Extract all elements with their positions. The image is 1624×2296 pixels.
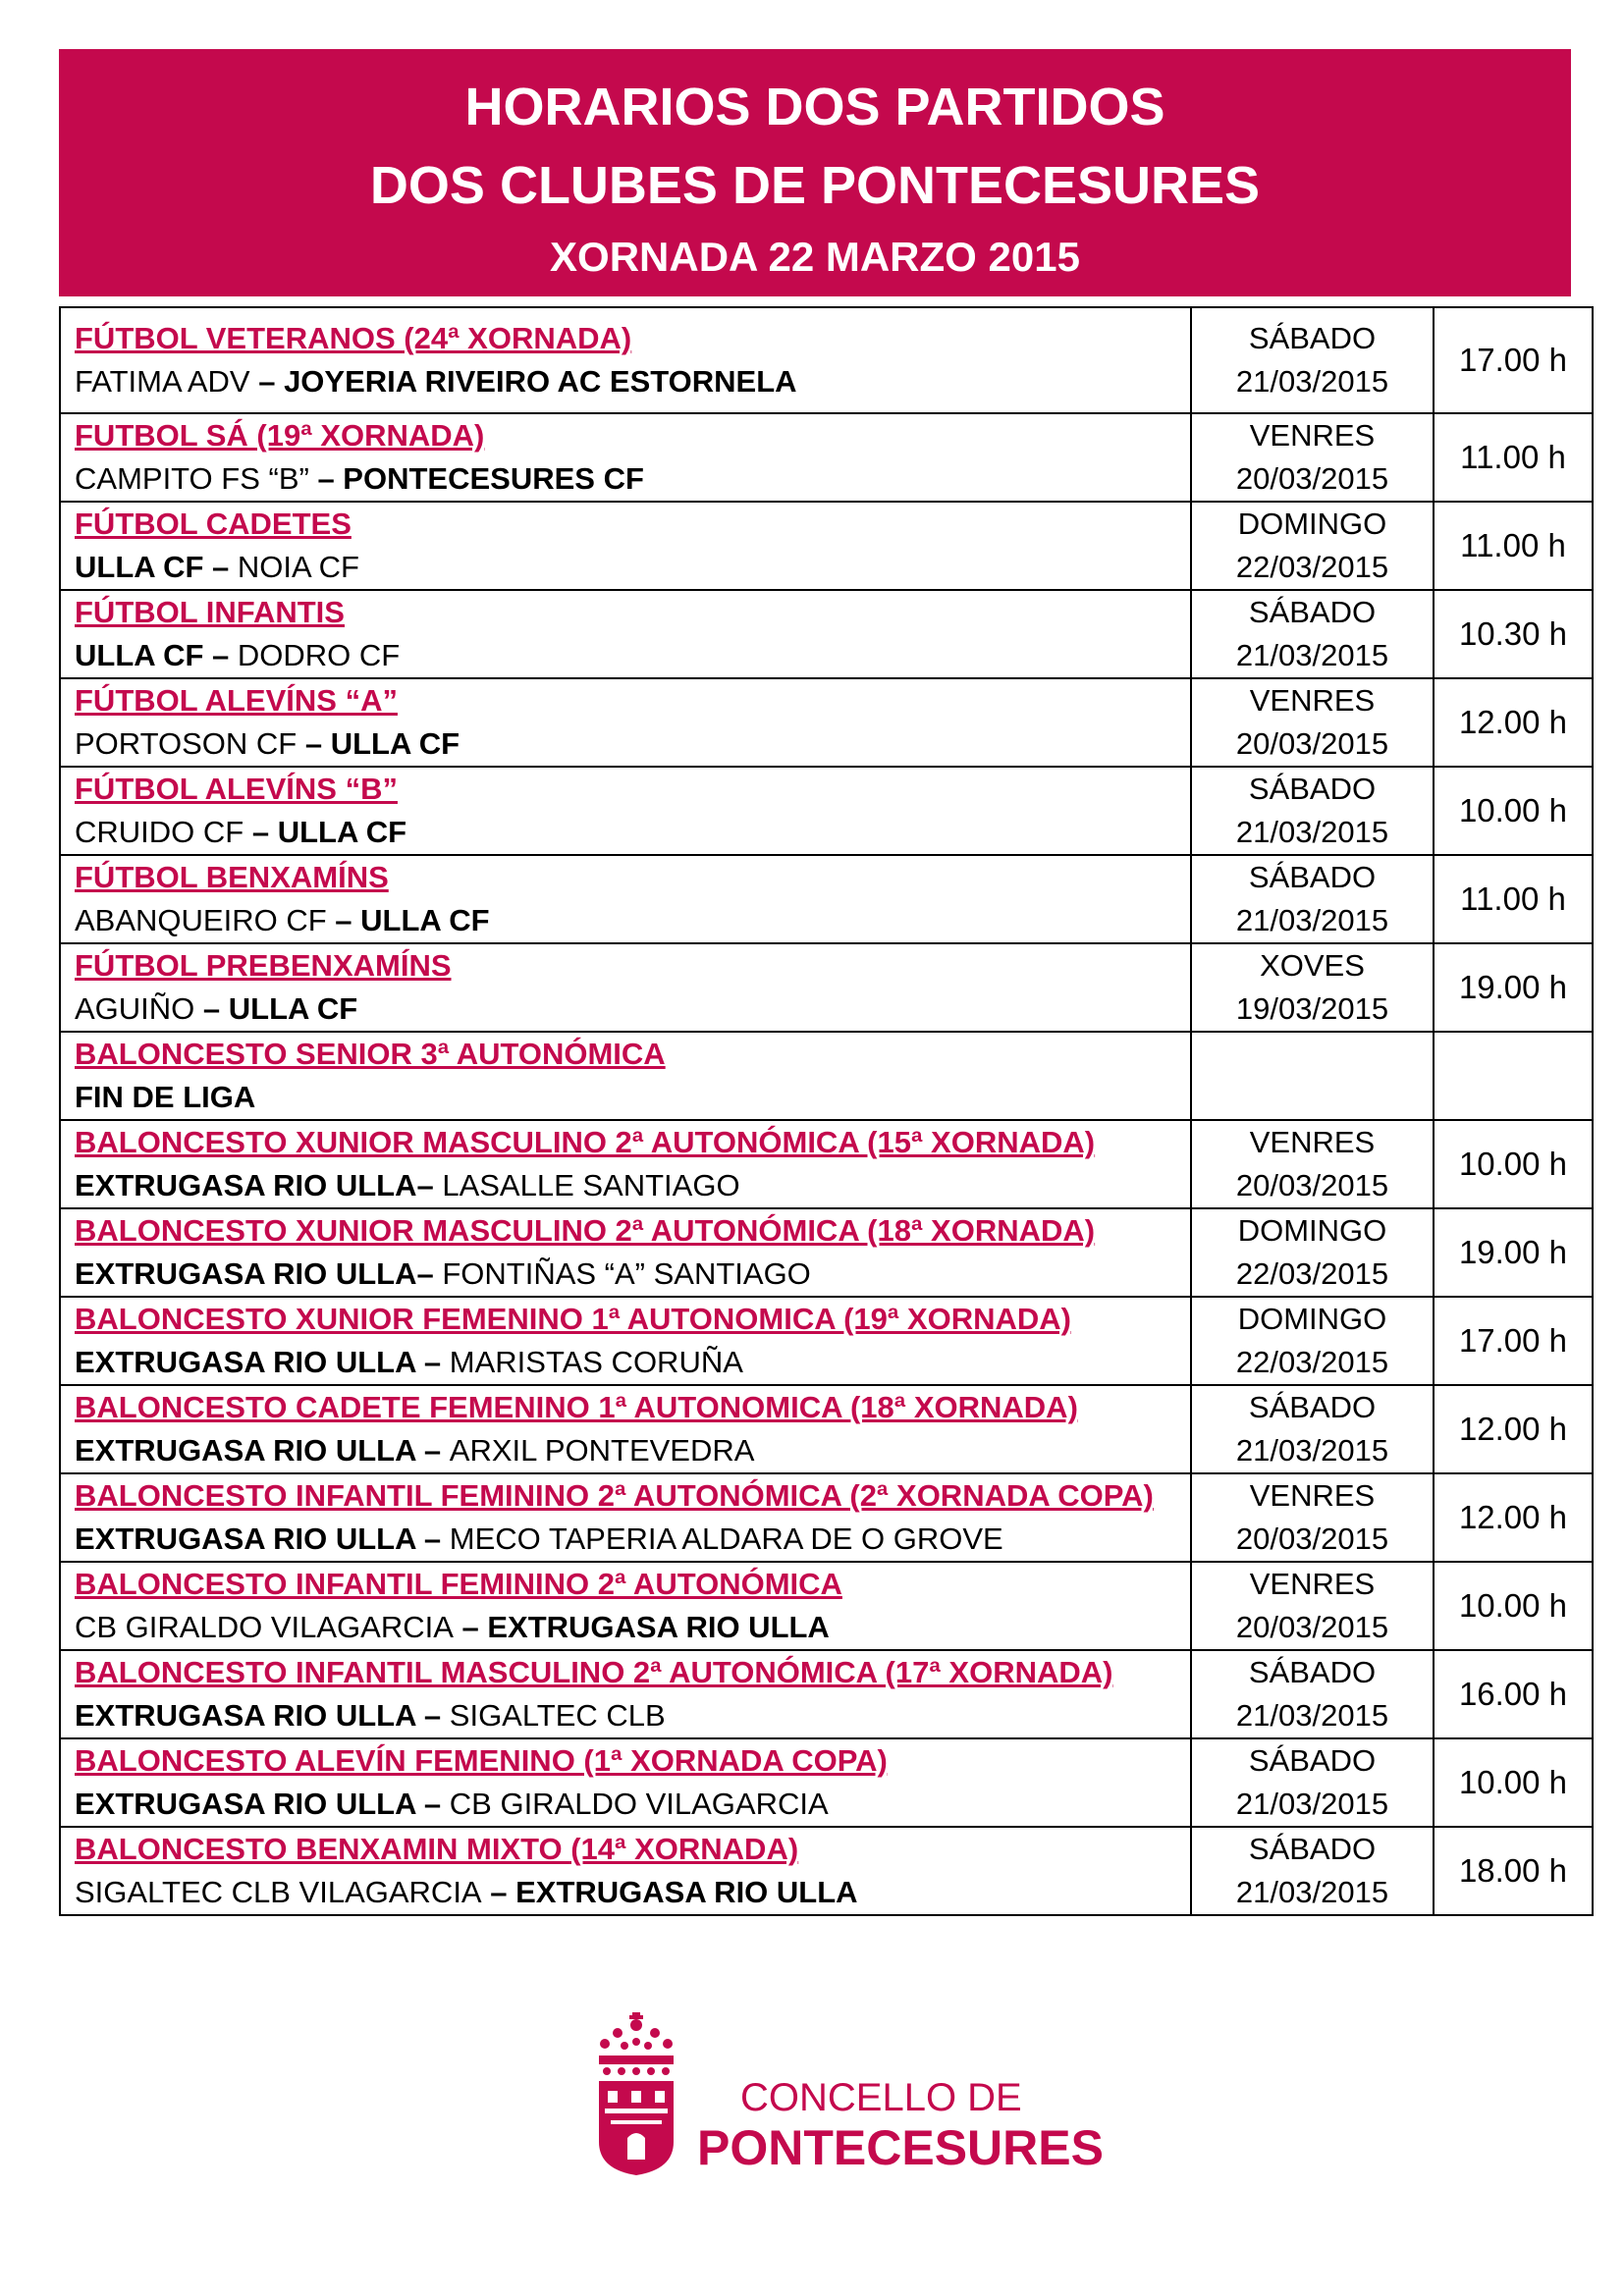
match-cell [60,590,1191,678]
team-b: CB GIRALDO VILAGARCIA [449,1787,829,1821]
table-row [60,307,1593,413]
team-a: AGUIÑO [75,991,195,1026]
match-time: 19.00 h [1434,943,1593,1032]
match-time: 12.00 h [1434,678,1593,767]
competition-link[interactable]: BALONCESTO CADETE FEMENINO 1ª AUTONOMICA (18ª XORNADA) [75,1390,1078,1424]
team-separator: – [415,1787,450,1821]
competition-link[interactable]: BALONCESTO XUNIOR FEMENINO 1ª AUTONOMICA (19ª XORNADA) [75,1302,1072,1336]
match-cell [60,1562,1191,1650]
competition-link[interactable]: FÚTBOL INFANTIS [75,595,345,629]
competition-link[interactable]: BALONCESTO XUNIOR MASCULINO 2ª AUTONÓMICA (18ª XORNADA) [75,1213,1096,1248]
team-a: FATIMA ADV [75,364,250,399]
table-row [60,855,1593,943]
match-cell [60,678,1191,767]
match-date: 19/03/2015 [1235,991,1389,1026]
header-banner [59,49,1571,296]
match-weekday: SÁBADO [1248,1743,1377,1778]
team-a: EXTRUGASA RIO ULLA [75,1433,416,1468]
page-subtitle: XORNADA 22 MARZO 2015 [550,234,1080,280]
team-a: EXTRUGASA RIO ULLA [75,1256,417,1291]
match-weekday: VENRES [1249,1125,1376,1159]
teams-line [75,1076,1190,1119]
teams-line [75,457,1190,501]
day-cell [1191,855,1434,943]
day-cell [1191,1297,1434,1385]
team-a: CRUIDO CF [75,815,244,849]
day-cell [1191,307,1434,413]
competition-link[interactable]: BALONCESTO ALEVÍN FEMENINO (1ª XORNADA COPA) [75,1743,888,1778]
team-a: EXTRUGASA RIO ULLA [75,1698,416,1733]
match-cell [60,1297,1191,1385]
team-b: LASALLE SANTIAGO [442,1168,740,1202]
match-time: 17.00 h [1434,1297,1593,1385]
match-date: 21/03/2015 [1235,1875,1389,1909]
match-weekday: VENRES [1249,683,1376,718]
day-cell [1191,1385,1434,1473]
match-date: 21/03/2015 [1235,1698,1389,1733]
match-cell [60,502,1191,590]
day-cell [1191,1738,1434,1827]
team-a: ULLA CF [75,638,204,672]
table-row [60,1562,1593,1650]
table-row [60,1827,1593,1915]
team-b: NOIA CF [237,550,359,584]
match-cell [60,1650,1191,1738]
match-weekday: DOMINGO [1237,1302,1387,1336]
match-time: 16.00 h [1434,1650,1593,1738]
concello-logo [595,2012,1104,2179]
team-separator: – [415,1345,450,1379]
day-cell [1191,502,1434,590]
table-row [60,943,1593,1032]
match-date: 21/03/2015 [1235,1787,1389,1821]
competition-link[interactable]: FUTBOL SÁ (19ª XORNADA) [75,418,485,453]
match-weekday: SÁBADO [1248,1655,1377,1689]
teams-line [75,1164,1190,1207]
team-separator: – [244,815,278,849]
teams-line [75,1783,1190,1826]
match-cell [60,1473,1191,1562]
team-a: ABANQUEIRO CF [75,903,327,937]
match-date: 22/03/2015 [1235,1256,1389,1291]
match-time: 19.00 h [1434,1208,1593,1297]
table-row [60,1738,1593,1827]
match-weekday: SÁBADO [1248,321,1377,355]
team-separator: – [416,1168,443,1202]
day-cell [1191,1650,1434,1738]
team-a: EXTRUGASA RIO ULLA [75,1168,417,1202]
match-date: 20/03/2015 [1235,1610,1389,1644]
match-cell [60,855,1191,943]
team-b: ULLA CF [277,815,407,849]
match-time: 17.00 h [1434,307,1593,413]
match-time: 10.00 h [1434,1562,1593,1650]
team-b: EXTRUGASA RIO ULLA [515,1875,858,1909]
competition-link[interactable]: BALONCESTO INFANTIL MASCULINO 2ª AUTONÓMICA (17ª XORNADA) [75,1655,1113,1689]
competition-link[interactable]: BALONCESTO BENXAMIN MIXTO (14ª XORNADA) [75,1832,799,1866]
crest-icon [595,2012,677,2175]
match-cell [60,767,1191,855]
match-date: 21/03/2015 [1235,364,1389,399]
team-separator: – [415,1698,450,1733]
competition-link[interactable]: FÚTBOL BENXAMÍNS [75,860,389,894]
teams-line [75,811,1190,854]
match-time: 10.00 h [1434,1120,1593,1208]
match-weekday: DOMINGO [1237,1213,1387,1248]
day-cell [1191,1032,1434,1120]
match-weekday: SÁBADO [1248,595,1377,629]
match-time: 10.00 h [1434,767,1593,855]
team-b: FONTIÑAS “A” SANTIAGO [442,1256,811,1291]
match-cell [60,1032,1191,1120]
team-b: MARISTAS CORUÑA [449,1345,743,1379]
match-cell [60,1738,1191,1827]
table-row [60,1650,1593,1738]
teams-line [75,1606,1190,1649]
match-time [1434,1032,1593,1120]
match-time: 11.00 h [1434,413,1593,502]
day-cell [1191,590,1434,678]
day-cell [1191,943,1434,1032]
teams-line [75,360,1190,403]
competition-link[interactable]: FÚTBOL ALEVÍNS “B” [75,772,398,806]
match-weekday: SÁBADO [1248,1832,1377,1866]
competition-link[interactable]: FÚTBOL CADETES [75,507,352,541]
team-separator: – [194,991,229,1026]
match-date: 21/03/2015 [1235,903,1389,937]
team-b: ULLA CF [228,991,358,1026]
team-a: PORTOSON CF [75,726,298,761]
match-date: 21/03/2015 [1235,638,1389,672]
team-a: SIGALTEC CLB VILAGARCIA [75,1875,482,1909]
competition-link[interactable]: FÚTBOL PREBENXAMÍNS [75,948,452,983]
page-title-line2: DOS CLUBES DE PONTECESURES [369,156,1261,215]
match-weekday: SÁBADO [1248,1390,1377,1424]
team-separator: – [415,1433,450,1468]
competition-link[interactable]: BALONCESTO INFANTIL FEMININO 2ª AUTONÓMICA (2ª XORNADA COPA) [75,1478,1154,1513]
team-separator: – [203,550,238,584]
team-b: ULLA CF [360,903,490,937]
team-separator: – [308,461,344,496]
match-cell [60,1827,1191,1915]
team-b: ULLA CF [330,726,460,761]
teams-line [75,1518,1190,1561]
page-title-line1: HORARIOS DOS PARTIDOS [464,78,1165,136]
competition-link[interactable]: BALONCESTO XUNIOR MASCULINO 2ª AUTONÓMICA (15ª XORNADA) [75,1125,1096,1159]
day-cell [1191,678,1434,767]
team-separator: – [249,364,285,399]
table-row [60,502,1593,590]
logo-line2: PONTECESURES [697,2120,1104,2175]
competition-link[interactable]: BALONCESTO SENIOR 3ª AUTONÓMICA [75,1037,666,1071]
teams-line [75,1253,1190,1296]
competition-link[interactable]: FÚTBOL ALEVÍNS “A” [75,683,398,718]
match-cell [60,1208,1191,1297]
table-row [60,1120,1593,1208]
team-b: DODRO CF [237,638,401,672]
match-weekday: VENRES [1249,418,1376,453]
match-cell [60,307,1191,413]
match-cell [60,1385,1191,1473]
team-b: ARXIL PONTEVEDRA [449,1433,755,1468]
day-cell [1191,1120,1434,1208]
match-cell [60,943,1191,1032]
day-cell [1191,1827,1434,1915]
team-a: FIN DE LIGA [75,1080,256,1114]
day-cell [1191,1562,1434,1650]
match-date: 20/03/2015 [1235,461,1389,496]
teams-line [75,899,1190,942]
match-time: 10.00 h [1434,1738,1593,1827]
match-date: 21/03/2015 [1235,1433,1389,1468]
table-row [60,1473,1593,1562]
table-row [60,1297,1593,1385]
match-weekday: VENRES [1249,1567,1376,1601]
schedule-table [59,306,1594,1916]
team-separator: – [415,1522,450,1556]
team-a: CAMPITO FS “B” [75,461,309,496]
table-row [60,1385,1593,1473]
day-cell [1191,767,1434,855]
match-time: 18.00 h [1434,1827,1593,1915]
match-date: 20/03/2015 [1235,1168,1389,1202]
team-separator: – [326,903,361,937]
team-a: EXTRUGASA RIO ULLA [75,1522,416,1556]
team-separator: – [297,726,331,761]
team-a: EXTRUGASA RIO ULLA [75,1345,416,1379]
teams-line [75,722,1190,766]
teams-line [75,1694,1190,1737]
match-time: 12.00 h [1434,1385,1593,1473]
teams-line [75,546,1190,589]
team-separator: – [481,1875,516,1909]
match-cell [60,1120,1191,1208]
team-b: JOYERIA RIVEIRO AC ESTORNELA [284,364,797,399]
team-separator: – [203,638,238,672]
team-separator: – [453,1610,488,1644]
match-weekday: XOVES [1260,948,1365,983]
table-row [60,413,1593,502]
match-weekday: VENRES [1249,1478,1376,1513]
match-weekday: SÁBADO [1248,772,1377,806]
team-a: EXTRUGASA RIO ULLA [75,1787,416,1821]
match-time: 11.00 h [1434,855,1593,943]
competition-link[interactable]: BALONCESTO INFANTIL FEMININO 2ª AUTONÓMICA [75,1567,842,1601]
match-weekday: SÁBADO [1248,860,1377,894]
match-weekday: DOMINGO [1237,507,1387,541]
table-row [60,1208,1593,1297]
team-separator: – [416,1256,443,1291]
match-date: 20/03/2015 [1235,726,1389,761]
team-b: SIGALTEC CLB [449,1698,666,1733]
team-b: PONTECESURES CF [343,461,644,496]
match-cell [60,413,1191,502]
day-cell [1191,1473,1434,1562]
match-time: 11.00 h [1434,502,1593,590]
match-time: 12.00 h [1434,1473,1593,1562]
teams-line [75,1871,1190,1914]
match-date: 20/03/2015 [1235,1522,1389,1556]
table-row [60,678,1593,767]
match-date: 22/03/2015 [1235,1345,1389,1379]
teams-line [75,1429,1190,1472]
match-date: 22/03/2015 [1235,550,1389,584]
teams-line [75,1341,1190,1384]
table-row [60,767,1593,855]
table-row [60,590,1593,678]
day-cell [1191,1208,1434,1297]
competition-link[interactable]: FÚTBOL VETERANOS (24ª XORNADA) [75,321,632,355]
logo-line1: CONCELLO DE [740,2076,1022,2119]
match-time: 10.30 h [1434,590,1593,678]
match-date: 21/03/2015 [1235,815,1389,849]
table-row [60,1032,1593,1120]
team-b: EXTRUGASA RIO ULLA [487,1610,830,1644]
team-b: MECO TAPERIA ALDARA DE O GROVE [449,1522,1003,1556]
team-a: ULLA CF [75,550,204,584]
teams-line [75,634,1190,677]
team-a: CB GIRALDO VILAGARCIA [75,1610,454,1644]
teams-line [75,988,1190,1031]
day-cell [1191,413,1434,502]
